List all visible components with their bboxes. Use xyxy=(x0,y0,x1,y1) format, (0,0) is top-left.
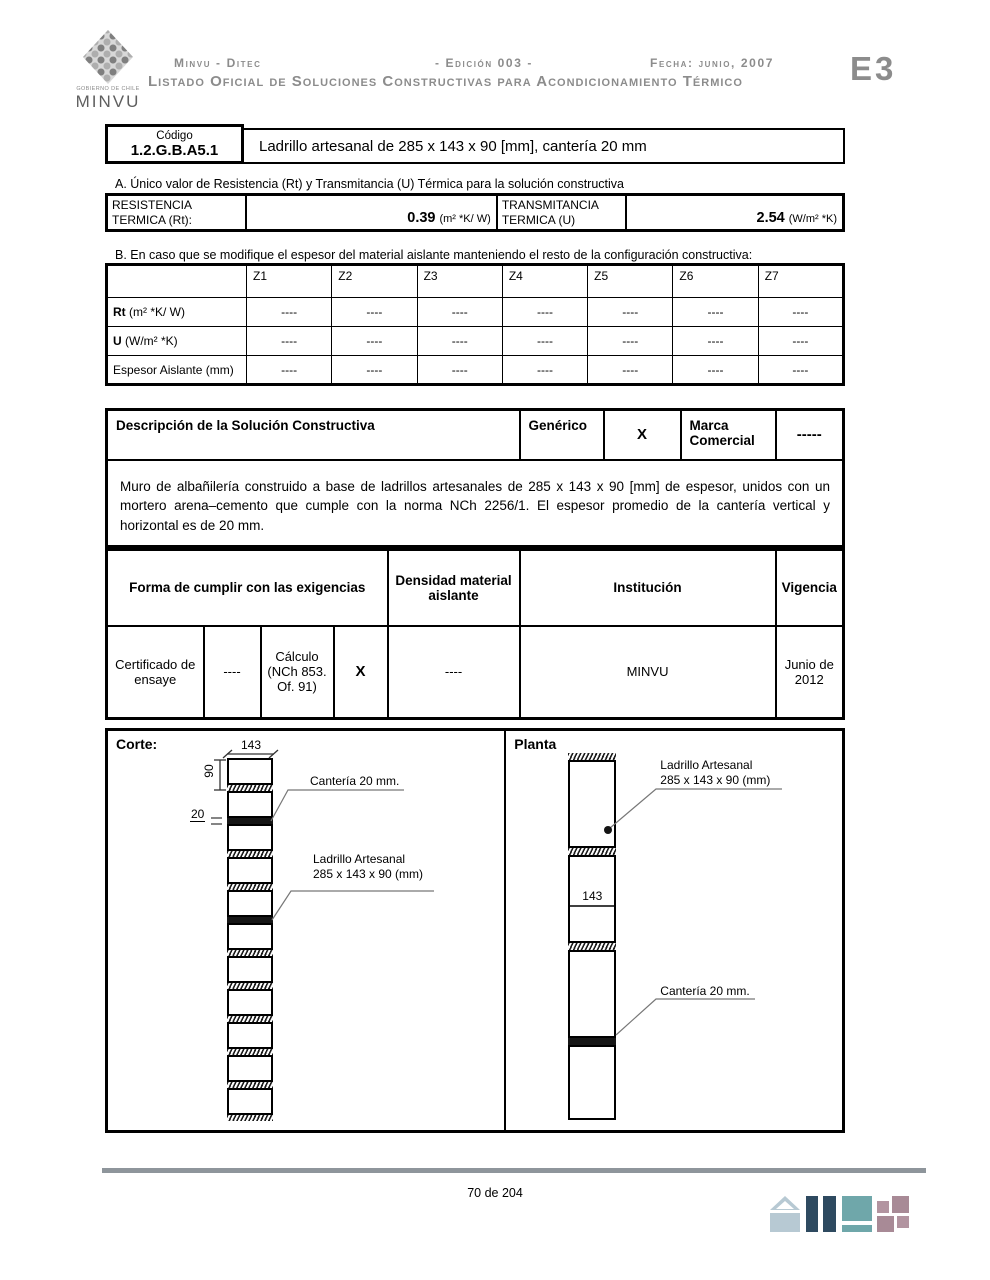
brick xyxy=(227,824,273,851)
rt-unit: (m² *K/ W) xyxy=(439,213,491,225)
header-meta-left: Minvu - Ditec xyxy=(174,56,262,70)
footer-logo-window-icon xyxy=(842,1196,872,1232)
footer-logo xyxy=(770,1196,910,1232)
u-label-line1: TRANSMITANCIA xyxy=(501,198,599,212)
solution-title: Ladrillo artesanal de 285 x 143 x 90 [mm], cantería 20 mm xyxy=(259,137,647,155)
planta-ladrillo-note xyxy=(660,758,770,787)
u-unit: (W/m² *K) xyxy=(788,213,837,225)
u-z-value: ---- xyxy=(502,327,587,356)
brick xyxy=(227,1022,273,1049)
logo-title: MINVU xyxy=(75,92,141,111)
rt-z-value: ---- xyxy=(332,298,417,327)
corte-panel xyxy=(108,731,506,1130)
rt-z-value: ---- xyxy=(673,298,758,327)
zone-header: Z5 xyxy=(588,265,673,298)
corte-dimension-lines xyxy=(108,731,509,1136)
u-row xyxy=(107,327,844,356)
planta-panel xyxy=(506,731,842,1130)
mortar-joint xyxy=(227,1115,273,1121)
codigo-label: Código xyxy=(156,130,193,142)
institucion-header: Institución xyxy=(520,550,776,626)
rt-label-line1: RESISTENCIA xyxy=(112,198,193,212)
certificado-cell: Certificado de ensaye xyxy=(107,626,204,719)
espesor-z-value: ---- xyxy=(247,356,332,385)
espesor-z-value: ---- xyxy=(673,356,758,385)
rt-z-value: ---- xyxy=(502,298,587,327)
planta-ladrillo-note-line1: Ladrillo Artesanal xyxy=(660,758,753,772)
zones-table xyxy=(105,263,845,386)
exigencias-header: Forma de cumplir con las exigencias xyxy=(107,550,388,626)
u-z-value: ---- xyxy=(758,327,843,356)
u-z-value: ---- xyxy=(588,327,673,356)
u-z-value: ---- xyxy=(673,327,758,356)
espesor-z-value: ---- xyxy=(502,356,587,385)
densidad-value-cell: ---- xyxy=(388,626,520,719)
espesor-row-text: Espesor Aislante (mm) xyxy=(113,362,234,377)
brick xyxy=(568,1045,616,1120)
calculo-mark-cell: X xyxy=(334,626,388,719)
section-b-heading: B. En caso que se modifique el espesor del material aislante manteniendo el resto de la configuración constructiva: xyxy=(115,248,753,262)
planta-label: Planta xyxy=(514,736,557,752)
institucion-value-cell: MINVU xyxy=(520,626,776,719)
rt-value: 0.39 xyxy=(407,210,436,226)
espesor-z-value: ---- xyxy=(417,356,502,385)
planta-brick-stack xyxy=(568,753,616,1120)
corte-dim-143: 143 xyxy=(240,738,262,752)
corte-ladrillo-note xyxy=(313,852,423,881)
corte-dim-20: 20 xyxy=(191,807,205,821)
sheet-code: E3 xyxy=(850,50,897,87)
rt-z-value: ---- xyxy=(758,298,843,327)
generico-label: Genérico xyxy=(520,410,604,460)
corte-dim-90: 90 xyxy=(202,764,216,778)
footer-logo-bar-icon xyxy=(806,1196,819,1232)
diagrams-section xyxy=(105,728,845,1133)
espesor-row-label xyxy=(107,356,247,385)
u-z-value: ---- xyxy=(332,327,417,356)
header-meta-center: - Edición 003 - xyxy=(434,56,534,70)
descripcion-header-row xyxy=(107,410,844,460)
espesor-z-value: ---- xyxy=(758,356,843,385)
rt-row-label xyxy=(107,298,247,327)
densidad-header: Densidad material aislante xyxy=(388,550,520,626)
brick xyxy=(227,1088,273,1115)
zones-header-row xyxy=(107,265,844,298)
zone-header: Z1 xyxy=(247,265,332,298)
corte-brick-stack xyxy=(227,758,273,1121)
planta-dimension-lines xyxy=(506,731,844,1136)
descripcion-body: Muro de albañilería construido a base de ladrillos artesanales de 285 x 143 x 90 [mm] de espesor, unidos con un mortero arena–cemento que cumple con la norma NCh 2256/1. El espesor promedio de la cantería vertical y horizontal es de 20 mm. xyxy=(107,460,844,547)
brick xyxy=(568,760,616,848)
footer-rule xyxy=(102,1168,926,1173)
u-z-value: ---- xyxy=(247,327,332,356)
brick xyxy=(227,758,273,785)
espesor-row xyxy=(107,356,844,385)
descripcion-title: Descripción de la Solución Constructiva xyxy=(107,410,520,460)
marca-comercial-value: ----- xyxy=(776,410,844,460)
u-label-cell xyxy=(498,196,627,229)
vigencia-value-cell: Junio de 2012 xyxy=(776,626,844,719)
planta-canteria-note: Cantería 20 mm. xyxy=(660,984,750,998)
u-row-unit: (W/m² *K) xyxy=(121,334,178,348)
planta-dim-143: 143 xyxy=(582,889,603,903)
generico-mark: X xyxy=(604,410,681,460)
footer-logo-squares-icon xyxy=(877,1196,910,1232)
zone-header: Z4 xyxy=(502,265,587,298)
certificado-mark-cell: ---- xyxy=(204,626,261,719)
footer-logo-bar-icon xyxy=(823,1196,836,1232)
header-meta-right: Fecha: junio, 2007 xyxy=(650,56,774,70)
rt-label-line2: TERMICA (Rt): xyxy=(112,213,192,227)
espesor-z-value: ---- xyxy=(588,356,673,385)
brick xyxy=(227,890,273,917)
zone-header: Z3 xyxy=(417,265,502,298)
rt-row xyxy=(107,298,844,327)
brick xyxy=(227,1055,273,1082)
descripcion-table xyxy=(105,408,845,548)
vigencia-header: Vigencia xyxy=(776,550,844,626)
mortar-joint xyxy=(568,1038,616,1045)
u-label-line2: TERMICA (U) xyxy=(501,213,576,227)
descripcion-body-row xyxy=(107,460,844,547)
zone-header: Z7 xyxy=(758,265,843,298)
brick xyxy=(227,857,273,884)
rt-row-prefix: Rt xyxy=(113,305,126,319)
footer-logo-house-icon xyxy=(770,1196,800,1232)
thermal-values-table xyxy=(105,193,845,232)
u-row-label xyxy=(107,327,247,356)
document-title: Listado Oficial de Soluciones Constructivas para Acondicionamiento Térmico xyxy=(148,73,743,90)
brick xyxy=(568,950,616,1038)
brick xyxy=(227,791,273,818)
codigo-box xyxy=(105,124,244,164)
corte-canteria-note: Cantería 20 mm. xyxy=(310,774,400,788)
u-row-prefix: U xyxy=(113,334,122,348)
zone-header: Z2 xyxy=(332,265,417,298)
mortar-joint xyxy=(568,848,616,855)
planta-ladrillo-note-line2: 285 x 143 x 90 (mm) xyxy=(660,772,771,787)
rt-label-cell xyxy=(108,196,247,229)
cumplimiento-body-row xyxy=(107,626,844,719)
page-header xyxy=(148,56,820,90)
brick xyxy=(227,956,273,983)
cumplimiento-header-row xyxy=(107,550,844,626)
logo-subtitle: GOBIERNO DE CHILE xyxy=(76,86,140,92)
zone-header: Z6 xyxy=(673,265,758,298)
rt-z-value: ---- xyxy=(588,298,673,327)
minvu-logo xyxy=(62,30,154,112)
cumplimiento-table xyxy=(105,548,845,720)
zones-header-empty xyxy=(107,265,247,298)
u-value-cell xyxy=(627,196,842,229)
rt-z-value: ---- xyxy=(247,298,332,327)
marca-comercial-label: Marca Comercial xyxy=(681,410,776,460)
u-value: 2.54 xyxy=(756,210,785,226)
espesor-z-value: ---- xyxy=(332,356,417,385)
corte-label: Corte: xyxy=(116,736,158,752)
u-z-value: ---- xyxy=(417,327,502,356)
calculo-cell: Cálculo (NCh 853. Of. 91) xyxy=(261,626,334,719)
rt-z-value: ---- xyxy=(417,298,502,327)
page-number: 70 de 204 xyxy=(467,1186,523,1200)
section-a-heading: A. Único valor de Resistencia (Rt) y Transmitancia (U) Térmica para la solución constructiva xyxy=(115,177,624,191)
codigo-value: 1.2.G.B.A5.1 xyxy=(130,142,219,159)
corte-ladrillo-note-line2: 285 x 143 x 90 (mm) xyxy=(313,866,424,881)
brick xyxy=(227,923,273,950)
mortar-joint xyxy=(568,753,616,760)
header-meta-row xyxy=(148,56,820,70)
rt-row-unit: (m² *K/ W) xyxy=(125,305,185,319)
brick xyxy=(227,989,273,1016)
rt-value-cell xyxy=(247,196,498,229)
mortar-joint xyxy=(568,943,616,950)
minvu-diamond-icon xyxy=(83,30,133,84)
corte-ladrillo-note-line1: Ladrillo Artesanal xyxy=(313,852,406,866)
